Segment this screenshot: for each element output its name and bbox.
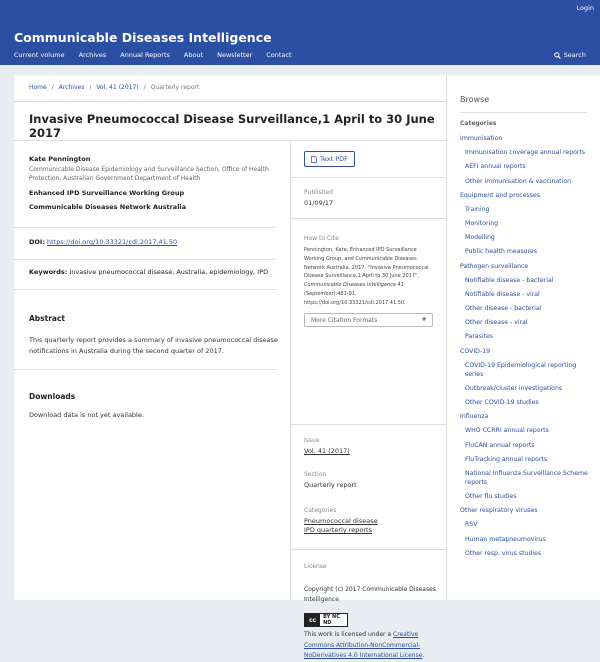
search-button[interactable] — [554, 51, 586, 59]
section-value: Quarterly report — [304, 481, 357, 489]
site-header — [0, 0, 600, 65]
doi-link[interactable]: https://doi.org/10.33321/cdi.2017.41.50 — [47, 238, 178, 246]
abstract-text: This quarterly report provides a summary of invasive pneumococcal disease notifications in Australia during the second quarter of 2017. — [29, 336, 278, 356]
divider — [290, 549, 446, 550]
divider — [14, 140, 446, 141]
article-main-column — [29, 155, 281, 419]
published-block — [304, 189, 333, 207]
cc-logo-icon: cc — [305, 614, 320, 626]
copyright-text: Copyright (c) 2017 Communicable Diseases Intelligence — [304, 586, 436, 604]
sidebar-category-link[interactable]: Other resp. virus studies — [465, 549, 542, 557]
sidebar-category-link[interactable]: Other flu studies — [465, 493, 517, 501]
breadcrumb-separator: / — [143, 84, 146, 91]
license-label: License — [304, 563, 327, 570]
sidebar-category-link[interactable]: Other COVID-19 studies — [465, 399, 539, 407]
cc-badge-terms: BY NC ND — [323, 614, 340, 627]
categories-block — [304, 507, 378, 534]
sidebar-category-link[interactable]: Public health measures — [465, 248, 538, 256]
published-label: Published — [304, 189, 333, 196]
login-link[interactable]: Login — [576, 4, 594, 12]
article-panel — [14, 75, 446, 660]
sidebar-category-link[interactable]: RSV — [465, 521, 478, 529]
citation-journal: Communicable Diseases Intelligence — [304, 282, 397, 288]
sidebar-category-link[interactable]: COVID-19 — [460, 347, 491, 355]
category-link[interactable]: IPD quarterly reports — [304, 526, 372, 534]
divider — [290, 424, 446, 425]
divider — [14, 369, 276, 370]
breadcrumb-separator: / — [89, 84, 92, 91]
sidebar-category-link[interactable]: Influenza — [460, 413, 489, 421]
divider — [290, 218, 446, 219]
divider — [290, 177, 446, 178]
divider — [14, 259, 276, 260]
breadcrumb — [29, 84, 199, 91]
divider — [460, 112, 587, 113]
keywords-value: invasive pneumococcal disease, Australia, epidemiology, IPD — [69, 268, 269, 276]
sidebar-category-link[interactable]: Notifiable disease - viral — [465, 290, 540, 298]
breadcrumb-separator: / — [51, 84, 54, 91]
breadcrumb-archives[interactable]: Archives — [58, 84, 85, 91]
search-label: Search — [563, 51, 586, 59]
sidebar-category-link[interactable]: FluTracking annual reports — [465, 455, 548, 463]
column-divider — [290, 141, 291, 600]
category-link[interactable]: Pneumococcal disease — [304, 517, 378, 525]
nav-archives[interactable]: Archives — [78, 51, 107, 59]
breadcrumb-volume[interactable]: Vol. 41 (2017) — [96, 84, 139, 91]
nav-annual-reports[interactable]: Annual Reports — [120, 51, 170, 59]
license-prefix: This work is licensed under a — [304, 631, 392, 639]
author-affiliation: Communicable Disease Epidemiology and Surveillance Section, Office of Health Protection, Australian Government Department of Health — [29, 166, 269, 182]
issue-label: Issue — [304, 437, 320, 444]
sidebar-category-link[interactable]: Training — [465, 205, 490, 213]
sidebar-category-link[interactable]: Parasites — [465, 333, 493, 341]
section-label: Section — [304, 471, 327, 478]
issue-block — [304, 437, 350, 455]
sidebar-category-link[interactable]: WHO CCRRI annual reports — [465, 427, 549, 435]
license-text — [304, 630, 436, 662]
downloads-heading: Downloads — [29, 392, 76, 401]
how-to-cite-label: How to Cite — [304, 235, 339, 242]
abstract-heading: Abstract — [29, 314, 66, 323]
page-title: Invasive Pneumococcal Disease Surveillance,1 April to 30 June 2017 — [29, 112, 435, 140]
citation-formats-label: More Citation Formats — [311, 316, 378, 324]
nav-about[interactable]: About — [183, 51, 204, 59]
sidebar-category-link[interactable]: Immunisation — [460, 135, 503, 142]
keywords-row — [29, 268, 281, 276]
sidebar-category-link[interactable]: COVID-19 Epidemiological reporting series — [465, 361, 577, 378]
caret-down-icon: ▼ — [422, 317, 426, 324]
sidebar-category-link[interactable]: Equipment and processes — [460, 191, 540, 199]
sidebar-categories-label: Categories — [460, 120, 497, 127]
sidebar-category-link[interactable]: Immunisation coverage annual reports — [465, 149, 586, 157]
sidebar-category-link[interactable]: Other disease - bacterial — [465, 305, 542, 313]
downloads-text: Download data is not yet available. — [29, 411, 144, 419]
sidebar-category-link[interactable]: Pathogen surveillance — [460, 262, 529, 270]
doi-row — [29, 238, 177, 246]
author-group: Enhanced IPD Surveillance Working Group — [29, 189, 185, 197]
search-icon — [554, 52, 561, 59]
pdf-button-label: Text PDF — [320, 155, 348, 163]
sidebar-category-link[interactable]: Other immunisation & vaccination — [465, 177, 572, 185]
cc-license-badge[interactable] — [304, 613, 348, 627]
license-block — [304, 563, 436, 662]
file-pdf-icon — [311, 156, 317, 163]
sidebar-category-list — [460, 135, 590, 564]
main-nav — [14, 51, 292, 59]
citation-text — [304, 246, 436, 307]
keywords-label: Keywords: — [29, 268, 68, 276]
sidebar-category-link[interactable]: FluCAN annual reports — [465, 441, 535, 449]
doi-label: DOI: — [29, 238, 45, 246]
nav-current-volume[interactable]: Current volume — [14, 51, 65, 59]
sidebar-category-link[interactable]: Outbreak/cluster investigations — [465, 384, 563, 392]
sidebar-category-link[interactable]: Human metapneumovirus — [465, 535, 546, 543]
breadcrumb-current: Quarterly report — [150, 84, 200, 91]
sidebar-category-link[interactable]: AEFI annual reports — [465, 163, 526, 171]
sidebar-category-link[interactable]: Other disease - viral — [465, 319, 528, 327]
sidebar-category-link[interactable]: National Influenza Surveillance Scheme reports — [465, 469, 588, 486]
citation-formats-dropdown[interactable] — [304, 313, 433, 327]
nav-newsletter[interactable]: Newsletter — [217, 51, 253, 59]
nav-contact[interactable]: Contact — [266, 51, 292, 59]
license-suffix: . — [422, 652, 425, 660]
sidebar-category-link[interactable]: Modelling — [465, 234, 495, 242]
breadcrumb-home[interactable]: Home — [29, 84, 47, 91]
article-details-column — [304, 151, 440, 660]
issue-link[interactable]: Vol. 41 (2017) — [304, 447, 350, 455]
how-to-cite-block — [304, 235, 436, 327]
browse-sidebar — [446, 75, 600, 600]
categories-label: Categories — [304, 507, 337, 514]
divider — [14, 101, 446, 102]
published-value: 01/09/17 — [304, 199, 334, 207]
divider — [14, 227, 276, 228]
sidebar-title: Browse — [460, 95, 490, 104]
license-link[interactable]: Creative Commons Attribution-NonCommercial-NoDerivatives 4.0 International License — [304, 631, 423, 660]
author-group: Communicable Diseases Network Australia — [29, 203, 187, 211]
sidebar-category-link[interactable]: Monitoring — [465, 220, 499, 228]
sidebar-category-link[interactable]: Notifiable disease - bacterial — [465, 276, 554, 284]
citation-tail: 41 (September):481-91. https://doi.org/10.33321/cdi.2017.41.50. — [304, 282, 406, 306]
citation-main: Pennington, Kate, Enhanced IPD Surveillance Working Group, and Communicable Diseases Network Australia. 2017. “Invasive Pneumococcal Disease Surveillance,1 April to 30 June 2017”. — [304, 247, 429, 280]
sidebar-category-link[interactable]: Other respiratory viruses — [460, 507, 538, 515]
pdf-button[interactable] — [304, 151, 355, 167]
section-block — [304, 471, 357, 489]
site-title[interactable]: Communicable Diseases Intelligence — [14, 30, 272, 45]
author-name: Kate Pennington — [29, 155, 91, 163]
divider — [14, 289, 276, 290]
